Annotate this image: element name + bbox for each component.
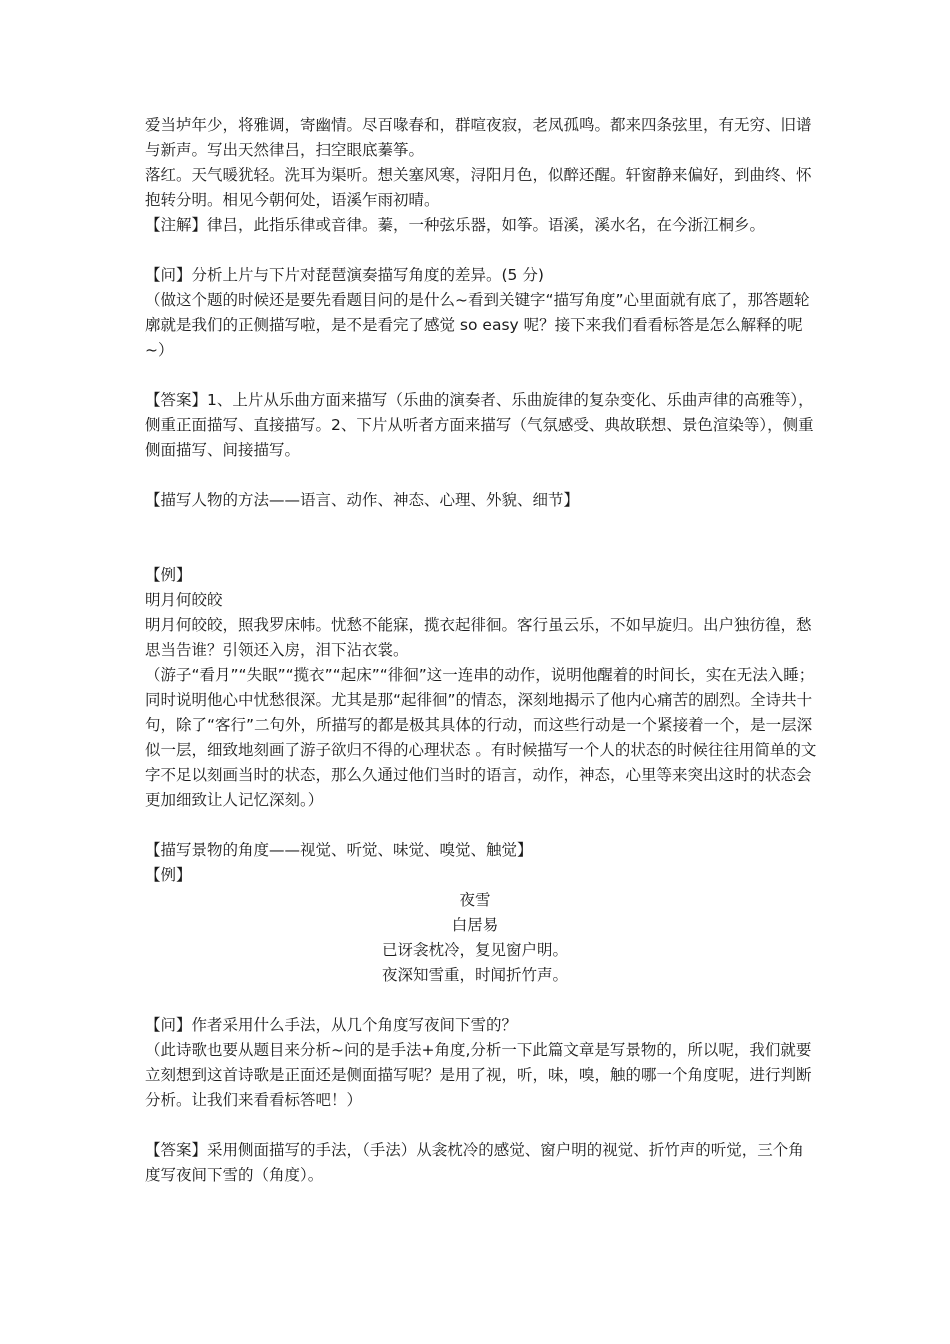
section-heading-scenery: 【描写景物的角度——视觉、听觉、味觉、嗅觉、触觉】 xyxy=(145,841,533,859)
question-2: 【问】作者采用什么手法，从几个角度写夜间下雪的？ xyxy=(145,1016,518,1034)
annotation-paragraph: 【注解】律吕，此指乐律或音律。蓁，一种弦乐器，如筝。语溪，溪水名，在今浙江桐乡。 xyxy=(145,216,766,234)
example-analysis-note: （游子“看月”“失眠”“揽衣”“起床”“徘徊”这一连串的动作，说明他醒着的时间长，实在无法入睡；同时说明他心中忧愁很深。尤其是那“起徘徊”的情态，深刻地揭示了他内心痛苦的剧烈。全诗共十句，除了“客行”二句外，所描写的都是极其具体的行动，而这些行动是一个紧接着一个，是一层深似一层，细致地刻画了游子欲归不得的心理状态 。有时候描写一个人的状态的时候往往用简单的文字不足以刻画当时的状态，那么久通过他们当时的语言，动作，神态，心里等来突出这时的状态会更加细致让人记忆深刻。） xyxy=(145,666,817,809)
question-2-note: （此诗歌也要从题目来分析~问的是手法+角度,分析一下此篇文章是写景物的，所以呢，我们就要立刻想到这首诗歌是正面还是侧面描写呢？是用了视，听，味，嗅，触的哪一个角度呢，进行判断分析。让我们来看看标答吧！） xyxy=(145,1041,812,1109)
poem-title: 夜雪 xyxy=(459,891,491,909)
spacer xyxy=(145,813,817,838)
example-poem-text: 明月何皎皎，照我罗床帏。忧愁不能寐，揽衣起徘徊。客行虽云乐，不如早旋归。出户独彷徨，愁思当告谁？引领还入房，泪下沾衣裳。 xyxy=(145,616,812,659)
example-label-2: 【例】 xyxy=(145,866,192,884)
spacer xyxy=(145,463,817,488)
answer-1: 【答案】1、上片从乐曲方面来描写（乐曲的演奏者、乐曲旋律的复杂变化、乐曲声律的高雅等），侧重正面描写、直接描写。2、下片从听者方面来描写（气氛感受、典故联想、景色渲染等），侧重侧面描写、间接描写。 xyxy=(145,391,814,459)
example-label-1: 【例】 xyxy=(145,566,192,584)
poem-line-2: 夜深知雪重，时闻折竹声。 xyxy=(381,966,568,984)
spacer xyxy=(145,988,817,1013)
example-poem-title: 明月何皎皎 xyxy=(145,591,223,609)
poem-upper-stanza: 爱当垆年少，将雅调，寄幽情。尽百喙春和，群喧夜寂，老凤孤鸣。都来四条弦里，有无穷、旧谱与新声。写出天然律吕，扫空眼底蓁筝。 xyxy=(145,116,812,159)
poem-line-1: 已讶衾枕冷，复见窗户明。 xyxy=(381,941,568,959)
spacer xyxy=(145,238,817,263)
document-body xyxy=(145,113,817,1188)
question-1: 【问】分析上片与下片对琵琶演奏描写角度的差异。(5 分) xyxy=(145,266,544,284)
spacer xyxy=(145,513,817,563)
poem-lower-stanza: 落红。天气暖犹轻。洗耳为渠听。想关塞风寒，浔阳月色，似醉还醒。轩窗静来偏好，到曲终、怀抱转分明。相见今朝何处，语溪乍雨初晴。 xyxy=(145,166,812,209)
spacer xyxy=(145,1113,817,1138)
section-heading-character: 【描写人物的方法——语言、动作、神态、心理、外貌、细节】 xyxy=(145,491,580,509)
answer-2: 【答案】采用侧面描写的手法，（手法）从衾枕冷的感觉、窗户明的视觉、折竹声的听觉，三个角度写夜间下雪的（角度）。 xyxy=(145,1141,804,1184)
question-1-note: （做这个题的时候还是要先看题目问的是什么~看到关键字“描写角度”心里面就有底了，那答题轮廓就是我们的正侧描写啦，是不是看完了感觉 so easy 呢？接下来我们看看标答是怎么解释的呢~） xyxy=(145,291,810,359)
spacer xyxy=(145,363,817,388)
poem-author: 白居易 xyxy=(451,916,499,934)
